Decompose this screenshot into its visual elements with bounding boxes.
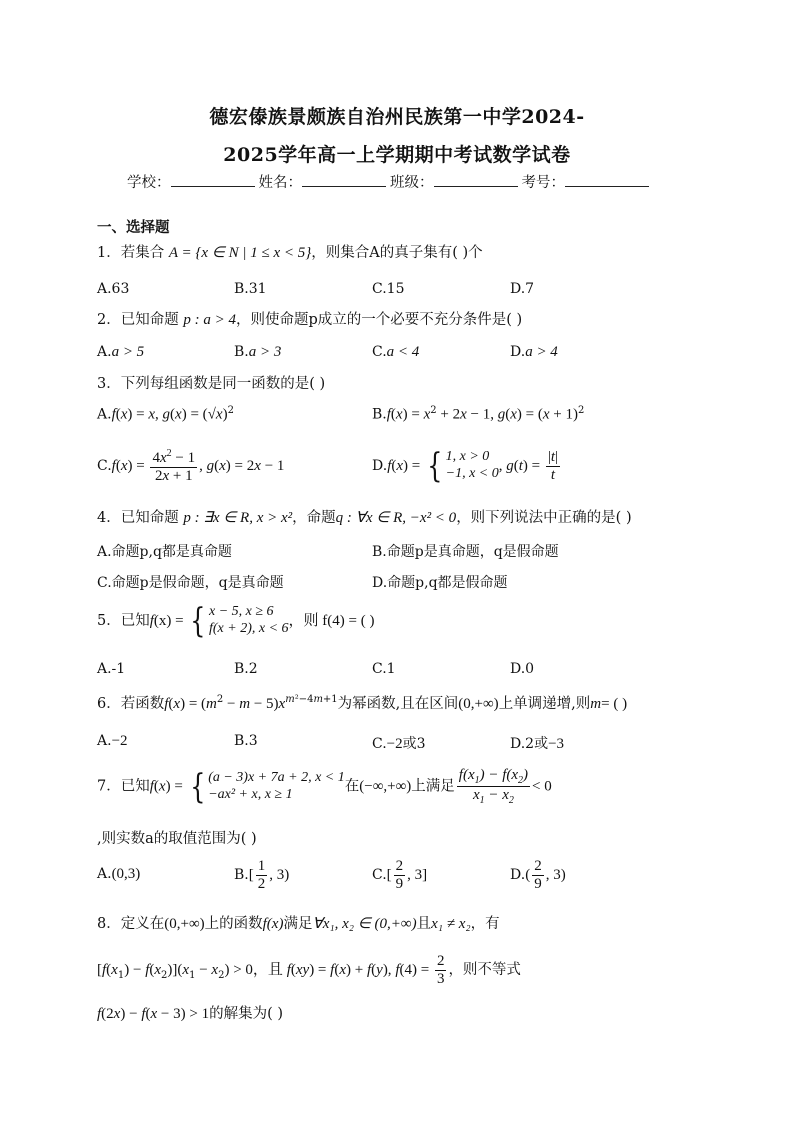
q1-option-b[interactable]: B.31: [234, 281, 267, 297]
q3-option-c[interactable]: C.f(x) = $\frac{4x^2 - 1}{2x + 1}$ , g(x) = 2x − 1: [97, 448, 285, 484]
id-blank[interactable]: [565, 172, 649, 187]
exam-title-line2: 2025学年高一上学期期中考试数学试卷: [223, 144, 571, 166]
q4-option-d[interactable]: D.命题p,q都是假命题: [372, 575, 508, 591]
q4-option-b[interactable]: B.命题p是真命题，q是假命题: [372, 544, 559, 560]
q4-prop-p: p : ∃x ∈ R, x > x²: [183, 510, 293, 526]
question-6: 6．若函数$f(x) = (m^2 - m - 5)x^{m^2-4m+1}$为幂函数,且在区间(0,+∞)上单调递增,则m= ( ): [97, 694, 628, 712]
q2-option-b[interactable]: B.a > 3: [234, 344, 282, 360]
q7-option-b[interactable]: B.[ $\frac{1}{2}$ , 3): [234, 858, 290, 892]
q7-option-d[interactable]: D.( $\frac{2}{9}$ , 3): [510, 858, 566, 892]
q6-option-a[interactable]: A.−2: [97, 733, 128, 749]
q5-option-c[interactable]: C.1: [372, 661, 396, 677]
question-2: [97, 308, 522, 329]
q6-option-b[interactable]: B.3: [234, 733, 258, 749]
q2-option-a[interactable]: A.a > 5: [97, 344, 145, 360]
name-blank[interactable]: [302, 172, 386, 187]
q7-option-a[interactable]: A.(0,3): [97, 866, 141, 882]
q2-option-c[interactable]: C.a < 4: [372, 344, 420, 360]
student-info-row: [127, 171, 653, 192]
name-label: 姓名：: [258, 175, 302, 191]
q8-line2: $[f(x_1) - f(x_2)](x_1 - x_2) > 0$，且 f(xy) = f(x) + f(y), f(4) = $\frac{2}{3}$ ，则不等式: [97, 953, 521, 987]
q1-option-c[interactable]: C.15: [372, 281, 405, 297]
question-5: 5．已知f(x) = { x − 5, x ≥ 6 f(x + 2), x < 6 ，则 f(4) = ( ): [97, 601, 375, 641]
q6-option-d[interactable]: D.2或−3: [510, 736, 565, 752]
q4-prop-q: q : ∀x ∈ R, −x² < 0: [335, 510, 457, 526]
q7-continuation: ,则实数a的取值范围为( ): [97, 831, 257, 847]
q2-prop-math: p : a > 4: [183, 312, 236, 328]
q6-option-c[interactable]: C.−2或3: [372, 736, 426, 752]
q1-option-a[interactable]: A.63: [97, 281, 130, 297]
q2-stem-tail: ，则使命题p成立的一个必要不充分条件是( ): [235, 312, 523, 328]
q4-option-c[interactable]: C.命题p是假命题，q是真命题: [97, 575, 284, 591]
question-4: 4．已知命题 p : ∃x ∈ R, x > x²，命题q : ∀x ∈ R, −x² < 0，则下列说法中正确的是( ): [97, 510, 632, 526]
q3-option-a[interactable]: A.f(x) = x, $g(x) = (√x)^2$: [97, 405, 234, 423]
id-label: 考号：: [521, 175, 565, 191]
q1-set-math: A = {x ∈ N | 1 ≤ x < 5}: [168, 245, 312, 261]
question-1: [97, 241, 483, 262]
class-blank[interactable]: [434, 172, 518, 187]
q1-stem: 1．若集合: [97, 245, 165, 261]
exam-title-line1: 德宏傣族景颇族自治州民族第一中学2024-: [209, 106, 585, 128]
q5-option-a[interactable]: A.-1: [97, 661, 126, 677]
question-7: 7．已知f(x) = { (a − 3)x + 7a + 2, x < 1 −ax² + x, x ≥ 1 在(−∞,+∞)上满足 $\frac{f(x_1) - f(x_2)}{x_1 - x_2}$ < 0: [97, 766, 552, 807]
section-heading: 一、选择题: [97, 219, 170, 236]
q2-option-d[interactable]: D.a > 4: [510, 344, 558, 360]
q4-option-a[interactable]: A.命题p,q都是真命题: [97, 544, 232, 560]
school-label: 学校：: [127, 175, 171, 191]
q3-option-b[interactable]: $B.f(x) = x^2 + 2x - 1$, $g(x) = (x + 1)^2$: [372, 405, 585, 423]
question-8: 8．定义在(0,+∞)上的函数f(x)满足∀x₁, x₂ ∈ (0,+∞)且x₁ ≠ x₂，有: [97, 916, 500, 932]
q3-option-d[interactable]: D.f(x) = { 1, x > 0 −1, x < 0 , g(t) = $\frac{|t|}{t}$: [372, 446, 559, 486]
q8-line3: f(2x) − f(x − 3) > 1的解集为( ): [97, 1006, 284, 1022]
q7-option-c[interactable]: C.[ $\frac{2}{9}$ , 3]: [372, 858, 428, 892]
question-3: 3．下列每组函数是同一函数的是( ): [97, 376, 326, 392]
q5-option-d[interactable]: D.0: [510, 661, 535, 677]
school-blank[interactable]: [171, 172, 255, 187]
class-label: 班级：: [390, 175, 434, 191]
q2-stem: 2．已知命题: [97, 312, 179, 328]
q1-option-d[interactable]: D.7: [510, 281, 535, 297]
q5-option-b[interactable]: B.2: [234, 661, 258, 677]
q1-stem-tail: ，则集合A的真子集有( )个: [311, 245, 483, 261]
